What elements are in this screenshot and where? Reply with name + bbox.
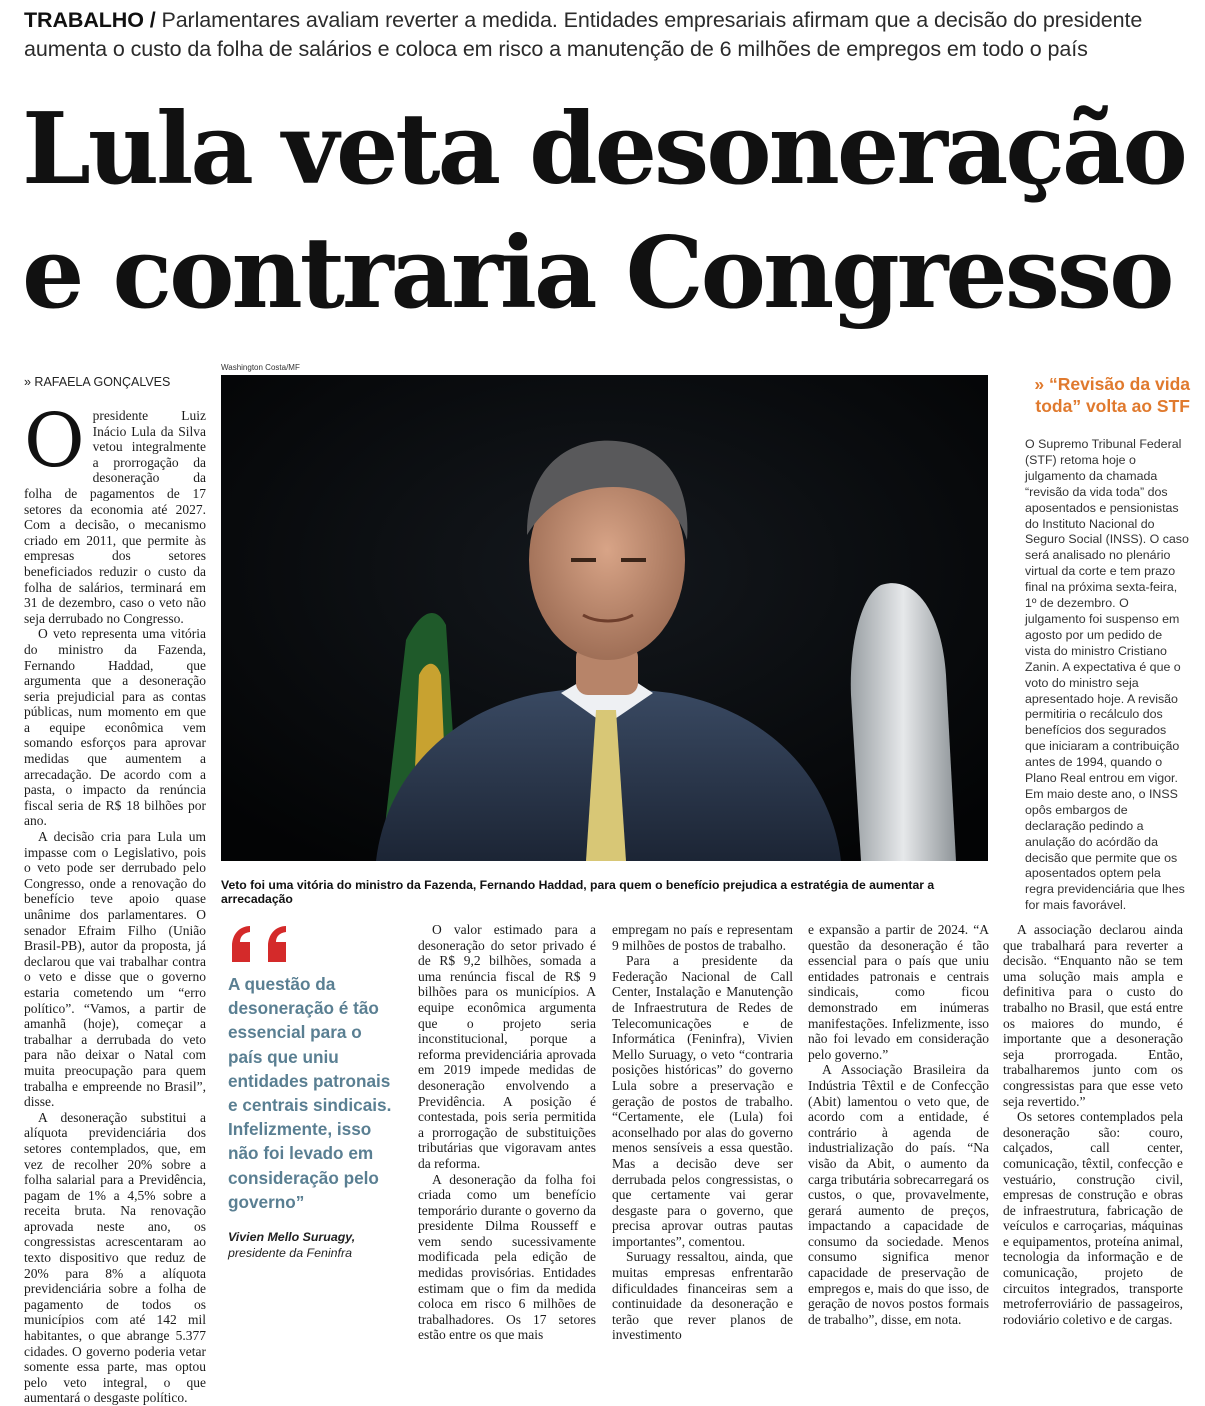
article-column-5 (1003, 922, 1183, 1327)
article-column-3 (612, 922, 793, 1343)
photo-credit: Washington Costa/MF (221, 363, 300, 372)
headline-line-2: e contraria Congresso (22, 216, 1172, 331)
body-paragraph: A decisão cria para Lula um impasse com o Legislativo, pois o veto pode ser derrubado pelo Congresso, onde a renovação do benefício teve apoio quase unânime dos parlamentares. O senador Efraim Filho (União Brasil-PB), autor da proposta, já declarou que vai trabalhar contra o veto e disse que o governo estaria cometendo um “erro político”. “Vamos, a partir de amanhã (hoje), começar a trabalhar a derrubada do veto para não deixar o Natal com muita preocupação para quem trabalha e empreende no Brasil”, disse. (24, 829, 206, 1110)
quote-author: Vivien Mello Suruagy, (228, 1230, 356, 1244)
body-paragraph: Os setores contemplados pela desoneração são: couro, calçados, call center, comunicação, têxtil, confecção e vestuário, construção civil, empresas de construção e obras de infraestrutura, fabricação de veículos e carroçarias, máquinas e equipamentos, proteína animal, tecnologia da informação e de comunicação, projeto de circuitos integrados, transporte metroferroviário de passageiros, rodoviário coletivo e de cargas. (1003, 1109, 1183, 1327)
headline-line-1: Lula veta desoneração (22, 92, 1185, 207)
sidebar-body: O Supremo Tribunal Federal (STF) retoma hoje o julgamento da chamada “revisão da vida toda” dos aposentados e pensionistas do Instituto Nacional do Seguro Social (INSS). O caso será analisado no plenário virtual da corte e tem prazo final na próxima sexta-feira, 1º de dezembro. O julgamento foi suspenso em agosto por um pedido de vista do ministro Cristiano Zanin. A expectativa é que o voto do ministro seja apresentado hoje. A revisão permitiria o recálculo dos benefícios dos segurados que iniciaram a contribuição antes de 1994, quando o Plano Real entrou em vigor. Em maio deste ano, o INSS opôs embargos de declaração pedindo a anulação do acórdão da decisão que permite que os aposentados optem pela regra previdenciária que lhes for mais favorável. (1025, 437, 1189, 913)
article-column-4 (808, 922, 989, 1327)
body-paragraph: A desoneração da folha foi criada como um benefício temporário durante o governo da presidente Dilma Rousseff e vem sendo sucessivamente modificada pela edição de medidas provisórias. Entidades estimam que o fim da medida coloca em risco 6 milhões de trabalhadores. Os 17 setores estão entre os que mais (418, 1171, 596, 1343)
body-paragraph: empregam no país e representam 9 milhões de postos de trabalho. (612, 922, 793, 953)
body-paragraph: O veto representa uma vitória do ministro da Fazenda, Fernando Haddad, que argumenta que a desoneração seria prejudicial para as contas públicas, num momento em que a equipe econômica vem somando esforços para aprovar medidas que aumentem a arrecadação. De acordo com a pasta, o impacto da renúncia fiscal seria de R$ 18 bilhões por ano. (24, 626, 206, 829)
body-paragraph: A desoneração substitui a alíquota previdenciária dos setores contemplados, que, em vez de recolher 20% sobre a folha salarial para a Previdência, pagam de 1% a 4,5% sobre a receita bruta. Na renovação aprovada neste ano, os congressistas acrescentaram ao texto dispositivo que reduz de 20% para 8% a alíquota previdenciária sobre a folha de pagamento de todos os municípios com até 142 mil habitantes, o que abrange 5.377 cidades. O governo poderia vetar somente essa parte, mas optou pelo veto integral, o que aumentará o desgaste político. (24, 1109, 206, 1406)
quote-author-role: presidente da Feninfra (228, 1245, 352, 1260)
quote-mark-icon (228, 924, 304, 968)
body-paragraph: O valor estimado para a desoneração do setor privado é de R$ 9,2 bilhões, somada a uma renúncia fiscal de R$ 9 bilhões para os municípios. A equipe econômica argumenta que o projeto seria inconstitucional, porque a reforma previdenciária aprovada em 2019 impede medidas de desoneração envolvendo a Previdência. A posição é contestada, pois seria permitida a prorrogação de substituições tributárias que vigoravam antes da reforma. (418, 922, 596, 1171)
photo-caption: Veto foi uma vitória do ministro da Fazenda, Fernando Haddad, para quem o benefício prejudica a estratégia de aumentar a arrecadação (221, 878, 935, 906)
pull-quote: A questão da desoneração é tão essencial para o país que uniu entidades patronais e centrais sindicais. Infelizmente, isso não foi levado em consideração pelo governo” (228, 974, 392, 1212)
article-headline (22, 88, 1192, 336)
lead-paragraph (24, 398, 206, 626)
article-photo (221, 375, 988, 861)
lead-paragraph-text: presidente Luiz Inácio Lula da Silva vetou integralmente a prorrogação da desoneração da folha de pagamentos de 17 setores da economia até 2027. Com a decisão, o mecanismo criado em 2011, que permite às empresas dos setores beneficiados reduzir o custo da folha de salários, terminará em 31 de dezembro, caso o veto não seja derrubado no Congresso. (24, 408, 206, 626)
section-label: TRABALHO / (24, 8, 156, 32)
photo-illustration (221, 375, 988, 861)
article-column-2 (418, 922, 596, 1343)
kicker-text: Parlamentares avaliam reverter a medida. Entidades empresariais afirmam que a decisão do presidente aumenta o custo da folha de salários e coloca em risco a manutenção de 6 milhões de empregos em todo o país (24, 8, 1143, 61)
body-paragraph: Para a presidente da Federação Nacional de Call Center, Instalação e Manutenção de Infraestrutura de Redes de Telecomunicações e de Informática (Feninfra), Vivien Mello Suruagy, o veto “contraria posições históricas” do governo Lula sobre a preservação e geração de postos de trabalho. “Certamente, ele (Lula) foi aconselhado por alas do governo menos sensíveis a essa questão. Mas a decisão deve ser derrubada pelos congressistas, o que certamente vai gerar desgaste para o governo, que precisa aprovar outras pautas importantes”, comentou. (612, 953, 793, 1249)
sidebar-heading: » “Revisão da vida toda” volta ao STF (1034, 374, 1190, 416)
body-paragraph: A Associação Brasileira da Indústria Têxtil e de Confecção (Abit) lamentou o veto que, de acordo com a entidade, é contrário à agenda de industrialização do país. “Na visão da Abit, o aumento da carga tributária sobrecarregará os custos, o que, provavelmente, gerará aumento de preços, impactando a capacidade de consumo da sociedade. Menos consumo significa menor capacidade de preservação de empregos e, mais do que isso, de geração de novos postos formais de trabalho”, disse, em nota. (808, 1062, 989, 1327)
byline: » RAFAELA GONÇALVES (24, 375, 171, 389)
body-paragraph: Suruagy ressaltou, ainda, que muitas empresas enfrentarão dificuldades financeiras sem a continuidade da desoneração e terão que rever planos de investimento (612, 1249, 793, 1343)
body-paragraph: e expansão a partir de 2024. “A questão da desoneração é tão essencial para o país que uniu entidades patronais e centrais sindicais, como ficou demonstrado em inúmeras manifestações. Infelizmente, isso não foi levado em consideração pelo governo.” (808, 922, 989, 1062)
pull-quote-attribution (228, 1230, 403, 1261)
body-paragraph: A associação declarou ainda que trabalhará para reverter a decisão. “Enquanto não se tem uma solução mais ampla e definitiva para o custo do trabalho no Brasil, que está entre os maiores do mundo, é importante que a desoneração seja prorrogada. Então, trabalharemos junto com os congressistas para que esse veto seja revertido.” (1003, 922, 1183, 1109)
article-column-1 (24, 398, 206, 1406)
article-kicker (24, 6, 1189, 64)
drop-cap: O (24, 398, 85, 484)
